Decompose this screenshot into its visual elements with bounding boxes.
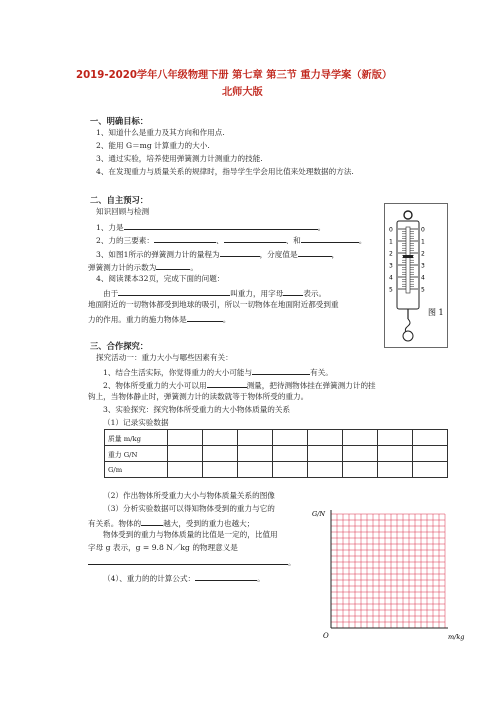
punctuation: ， (331, 250, 340, 259)
scale-tick-label: 0 (389, 226, 393, 234)
table-cell[interactable] (343, 462, 378, 478)
punctuation: 。 (288, 558, 296, 567)
analysis-line3: 物体受到的重力与物体质量的比值是一定的，比值用 (103, 530, 278, 539)
answer-blank[interactable] (154, 234, 216, 243)
scale-tick-label: 4 (421, 274, 425, 282)
scale-tick-label: 3 (389, 262, 393, 270)
goal-item: 4、在发现重力与质量关系的规律时，指导学生学会用比值来处理数据的方法. (96, 167, 354, 176)
question-4-line2: 地面附近的一切物体都受到地球的吸引，所以一切物体在地面附近都受到重 (88, 300, 339, 309)
activity-item-1-text-2: 有关。 (310, 368, 333, 377)
answer-blank[interactable] (298, 248, 332, 257)
question-4-text-2: 叫重力，用字母 (230, 289, 284, 298)
table-cell[interactable] (378, 462, 413, 478)
answer-blank[interactable] (187, 313, 223, 322)
scale-tick-label: 1 (389, 238, 393, 246)
question-3-text: 3、如图1所示的弹簧测力计的量程为 (96, 250, 220, 259)
punctuation: 。 (358, 236, 367, 245)
question-2-joiner: 、和 (285, 236, 301, 245)
table-row-header: G/m (105, 462, 168, 478)
table-cell[interactable] (203, 446, 238, 462)
scale-tick-label: 5 (421, 286, 425, 294)
answer-blank[interactable] (283, 287, 303, 296)
question-4: 4、阅读课本32页，完成下面的问题： (96, 274, 225, 283)
data-record-table (104, 429, 448, 478)
analysis-text: 有关系。物体的 (88, 519, 142, 528)
table-cell[interactable] (238, 430, 273, 446)
answer-blank[interactable] (252, 366, 310, 375)
table-row (105, 462, 448, 478)
table-cell[interactable] (168, 430, 203, 446)
punctuation: 。 (222, 315, 231, 324)
question-3-cont (88, 261, 198, 273)
answer-blank[interactable] (118, 287, 230, 296)
figure-label: 图 1 (428, 308, 444, 317)
section-heading-coop: 三、合作探究： (90, 341, 149, 351)
graph-grid (331, 514, 445, 628)
graph-grid-figure (310, 505, 470, 645)
question-2-text: 2、力的三要素： (96, 236, 154, 245)
table-cell[interactable] (343, 446, 378, 462)
punctuation: 。 (257, 574, 265, 583)
activity-title: 探究活动一：重力大小与哪些因素有关： (96, 353, 233, 362)
graph-step: （2）作出物体所受重力大小与物体质量关系的图像 (103, 491, 275, 500)
scale-hook (405, 319, 410, 332)
spring-scale-figure (384, 203, 448, 348)
table-cell[interactable] (203, 462, 238, 478)
table-cell[interactable] (378, 446, 413, 462)
analysis-step: （3）分析实验数据可以得知物体受到的重力与它的 (103, 504, 275, 513)
table-cell[interactable] (168, 462, 203, 478)
analysis-line5 (88, 556, 296, 568)
question-1 (96, 221, 325, 233)
table-row (105, 446, 448, 462)
table-cell[interactable] (273, 462, 308, 478)
table-cell[interactable] (343, 430, 378, 446)
table-cell[interactable] (238, 462, 273, 478)
origin-label: O (323, 632, 329, 640)
table-cell[interactable] (308, 430, 343, 446)
table-cell[interactable] (378, 430, 413, 446)
table-cell[interactable] (308, 462, 343, 478)
table-cell[interactable] (168, 446, 203, 462)
document-title-line1: 2019-2020学年八年级物理下册 第七章 第三节 重力导学案（新版） (76, 70, 393, 81)
document-title-line2: 北师大版 (222, 87, 263, 98)
answer-blank[interactable] (220, 248, 260, 257)
scale-tick-label: 2 (389, 250, 393, 258)
question-4-line3 (88, 313, 230, 325)
table-cell[interactable] (273, 430, 308, 446)
activity-item-2 (103, 379, 376, 391)
question-1-text: 1、力是 (96, 223, 124, 232)
punctuation: 。 (317, 223, 326, 232)
answer-blank[interactable] (156, 261, 190, 270)
answer-blank[interactable] (301, 234, 359, 243)
scale-tick-label: 1 (421, 238, 425, 246)
table-cell[interactable] (413, 430, 448, 446)
scale-tick-label: 0 (421, 226, 425, 234)
activity-item-2-text: 2、物体所受重力的大小可以用 (103, 381, 207, 390)
table-cell[interactable] (413, 446, 448, 462)
record-step: （1）记录实验数据 (103, 418, 169, 427)
scale-weight (403, 331, 413, 341)
activity-item-2-text-2: 测量，把待测物体挂在弹簧测力计的挂 (246, 381, 376, 390)
question-3-text-3: 弹簧测力计的示数为 (88, 263, 157, 272)
scale-tick-label: 4 (389, 274, 393, 282)
question-4-text: 由于 (103, 289, 119, 298)
goal-item: 2、能用 G＝mg 计算重力的大小. (96, 141, 210, 150)
table-cell[interactable] (238, 446, 273, 462)
activity-item-3: 3、实验探究：探究物体所受重力的大小物体质量的关系 (103, 405, 291, 414)
question-3-text-2: ，分度值是 (259, 250, 298, 259)
y-axis-label: G/N (312, 510, 326, 518)
activity-item-1 (103, 366, 333, 378)
answer-blank[interactable] (195, 572, 257, 581)
answer-blank[interactable] (207, 379, 247, 388)
goal-item: 3、通过实验，培养使用弹簧测力计测重力的技能. (96, 154, 263, 163)
x-axis-label: m/kg (448, 633, 465, 641)
answer-blank[interactable] (224, 234, 286, 243)
activity-item-2-cont: 钩上，当物体静止时，弹簧测力计的读数就等于物体所受的重力。 (88, 392, 309, 401)
analysis-line4: 字母 g 表示，g = 9.8 N／kg 的物理意义是 (88, 543, 238, 552)
question-2 (96, 234, 366, 246)
formula-text: （4）、重力的的计算公式： (103, 574, 196, 583)
punctuation: 、 (216, 236, 224, 245)
question-4-text-4: 力的作用。重力的施力物体是 (88, 315, 187, 324)
goal-item: 1、知道什么是重力及其方向和作用点. (96, 128, 225, 137)
prestudy-subheading: 知识回顾与检测 (96, 207, 150, 216)
answer-blank[interactable] (124, 221, 318, 230)
table-row-header: 质量 m/kg (105, 430, 168, 446)
scale-tick-label: 2 (421, 250, 425, 258)
analysis-line2 (88, 517, 254, 529)
section-heading-prestudy: 二、自主预习： (90, 195, 149, 205)
scale-tick-label: 3 (421, 262, 425, 270)
question-4-line1 (103, 287, 326, 299)
table-cell[interactable] (308, 446, 343, 462)
analysis-text-2: 越大，受到的重力也越大； (163, 519, 255, 528)
table-cell[interactable] (203, 430, 238, 446)
question-4-text-3: 表示。 (303, 289, 327, 298)
answer-blank[interactable] (88, 556, 288, 565)
activity-item-1-text: 1、结合生活实际，你觉得重力的大小可能与 (103, 368, 253, 377)
scale-tick-label: 5 (389, 286, 393, 294)
scale-slot (406, 227, 410, 293)
table-cell[interactable] (413, 462, 448, 478)
formula-step (103, 572, 265, 584)
answer-blank[interactable] (141, 517, 163, 526)
scale-ring (404, 211, 412, 219)
table-row-header: 重力 G/N (105, 446, 168, 462)
punctuation: 。 (190, 263, 198, 272)
table-cell[interactable] (273, 446, 308, 462)
section-heading-goals: 一、明确目标： (90, 116, 149, 126)
table-row (105, 430, 448, 446)
question-3 (96, 248, 339, 260)
scale-pointer (403, 255, 413, 258)
